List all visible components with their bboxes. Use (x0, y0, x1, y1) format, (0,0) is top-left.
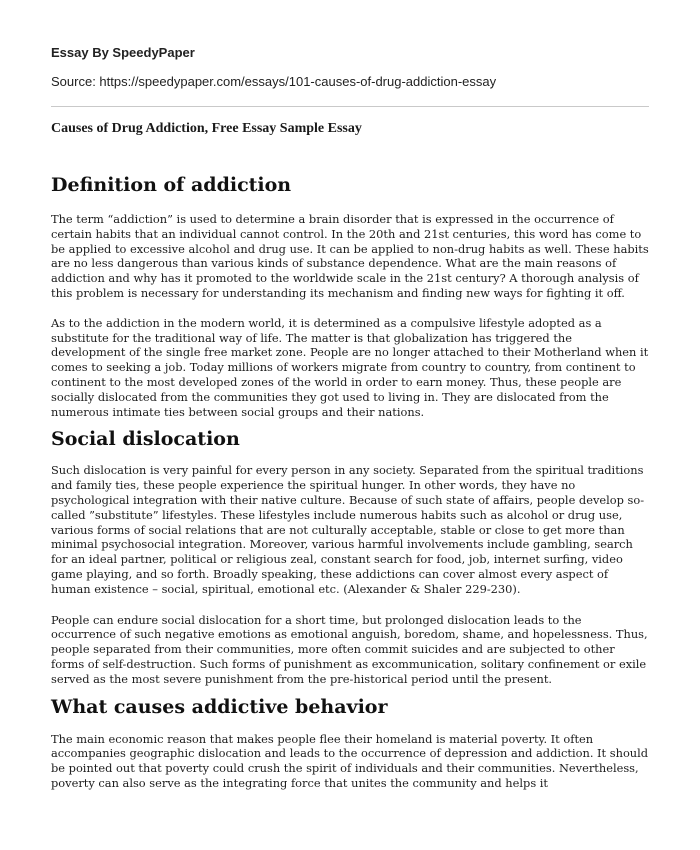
section-heading-definition: Definition of addiction (51, 174, 292, 196)
document-title: Causes of Drug Addiction, Free Essay Sample Essay (51, 121, 362, 136)
paragraph: As to the addiction in the modern world, it is determined as a compulsive lifestyle adopted as a substitute for the traditional way of life. The matter is that globalization has triggered the development of the single free market zone. People are no longer attached to their Motherland when it comes to seeking a job. Today millions of workers migrate from country to country, from continent to continent to the most developed zones of the world in order to earn money. Thus, these people are socially dislocated from the communities they got used to living in. They are dislocated from the numerous intimate ties between social groups and their nations. (51, 315, 649, 419)
paragraph: The main economic reason that makes people flee their homeland is material poverty. It often accompanies geographic dislocation and leads to the occurrence of depression and addiction. It should be pointed out that poverty could crush the spirit of individuals and their communities. Nevertheless, poverty can also serve as the integrating force that unites the community and helps it (51, 731, 649, 790)
paragraph: The term “addiction” is used to determine a brain disorder that is expressed in the occurrence of certain habits that an individual cannot control. In the 20th and 21st centuries, this word has come to be applied to excessive alcohol and drug use. It can be applied to non-drug habits as well. These habits are no less dangerous than various kinds of substance dependence. What are the main reasons of addiction and why has it promoted to the worldwide scale in the 21st century? A thorough analysis of this problem is necessary for understanding its mechanism and finding new ways for fighting it off. (51, 212, 649, 300)
section-heading-addictive-behavior: What causes addictive behavior (51, 695, 388, 718)
section-heading-social-dislocation: Social dislocation (51, 428, 240, 451)
publisher-label: Essay By SpeedyPaper (51, 45, 195, 60)
source-url[interactable]: Source: https://speedypaper.com/essays/101-causes-of-drug-addiction-essay (51, 74, 497, 89)
paragraph: Such dislocation is very painful for every person in any society. Separated from the spiritual traditions and family ties, these people experience the spiritual hunger. In other words, they have no psychological integration with their native culture. Because of such state of affairs, people develop so-called ”substitute” lifestyles. These lifestyles include numerous habits such as alcohol or drug use, various forms of social relations that are not culturally acceptable, stable or close to get more than minimal psychosocial integration. Moreover, various harmful involvements include gambling, search for an ideal partner, political or religious zeal, constant search for food, job, internet surfing, video game playing, and so forth. Broadly speaking, these addictions can cover almost every aspect of human existence – social, spiritual, emotional etc. (Alexander & Shaler 229-230). (51, 463, 645, 596)
paragraph: People can endure social dislocation for a short time, but prolonged dislocation leads to the occurrence of such negative emotions as emotional anguish, boredom, shame, and hopelessness. Thus, people separated from their communities, more often commit suicides and are subjected to other forms of self-destruction. Such forms of punishment as excommunication, solitary confinement or exile served as the most severe punishment from the pre-historical period until the present. (51, 612, 648, 686)
header-divider (51, 106, 649, 107)
